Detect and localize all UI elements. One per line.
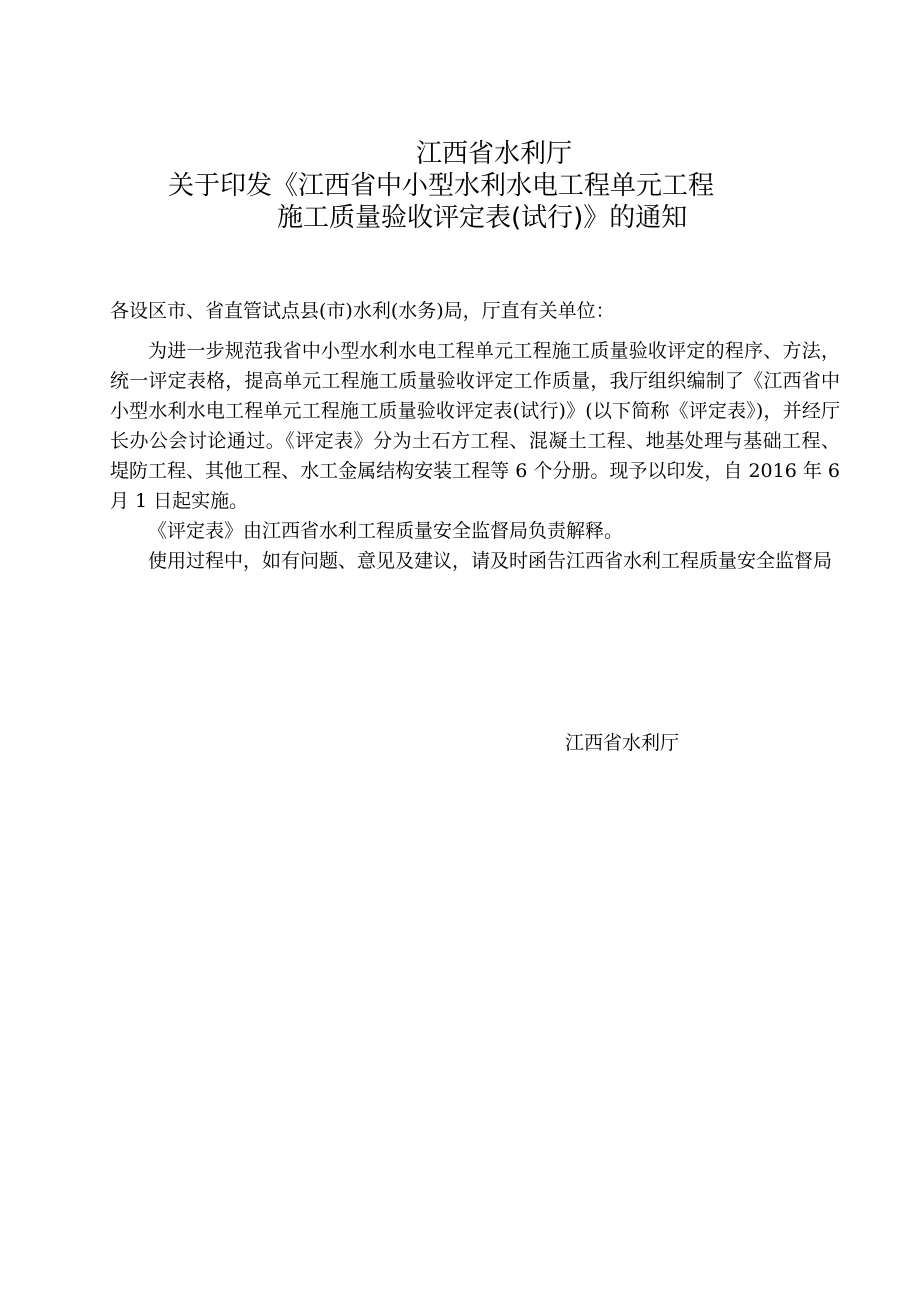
document-body <box>110 296 840 576</box>
paragraph-feedback: 使用过程中，如有问题、意见及建议，请及时函告江西省水利工程质量安全监督局 <box>148 550 833 572</box>
document-title <box>0 138 920 234</box>
paragraph-main: 为进一步规范我省中小型水利水电工程单元工程施工质量验收评定的程序、方法，统一评定表格，提高单元工程施工质量验收评定工作质量，我厅组织编制了《江西省中小型水利水电工程单元工程施工质量验收评定表(试行)》(以下简称《评定表》)，并经厅长办公会讨论通过。《评定表》分为土石方工程、混凝土工程、地基处理与基础工程、堤防工程、其他工程、水工金属结构安装工程等 6 个分册。现予以印发，自 2016 年 6 月 1 日起实施。 <box>110 340 840 512</box>
title-line-issuer: 江西省水利厅 <box>416 139 573 169</box>
title-line-subject: 关于印发《江西省中小型水利水电工程单元工程 <box>168 171 715 201</box>
paragraph-interpretation: 《评定表》由江西省水利工程质量安全监督局负责解释。 <box>148 520 624 542</box>
signature: 江西省水利厅 <box>565 732 680 754</box>
title-line-subject-cont: 施工质量验收评定表(试行)》的通知 <box>277 203 688 233</box>
salutation: 各设区市、省直管试点县(市)水利(水务)局，厅直有关单位： <box>110 300 615 322</box>
